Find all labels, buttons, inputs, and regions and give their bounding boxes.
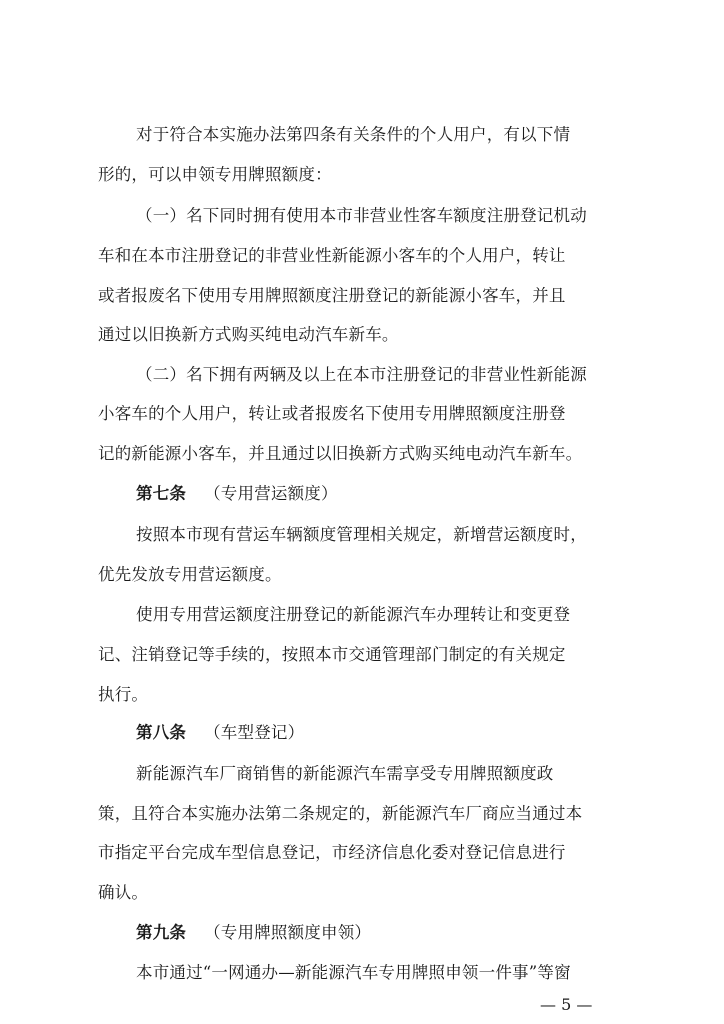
paragraph-line: 执行。 — [98, 685, 149, 704]
paragraph-line: 按照本市现有营运车辆额度管理相关规定，新增营运额度时， — [136, 525, 587, 544]
paragraph-line: 通过以旧换新方式购买纯电动汽车新车。 — [98, 325, 399, 344]
paragraph-line: 或者报废名下使用专用牌照额度注册登记的新能源小客车，并且 — [98, 286, 566, 305]
article-label: 第八条 — [136, 723, 187, 742]
article-label: 第九条 — [136, 923, 187, 942]
paragraph-line: 优先发放专用营运额度。 — [98, 565, 282, 584]
paragraph-line: （二）名下拥有两辆及以上在本市注册登记的非营业性新能源 — [136, 365, 587, 384]
article-title: （专用营运额度） — [204, 484, 338, 503]
paragraph-line: 记的新能源小客车，并且通过以旧换新方式购买纯电动汽车新车。 — [98, 444, 583, 463]
paragraph-line: （一）名下同时拥有使用本市非营业性客车额度注册登记机动 — [136, 206, 587, 225]
paragraph-line: 使用专用营运额度注册登记的新能源汽车办理转让和变更登 — [136, 605, 571, 624]
paragraph-line: 对于符合本实施办法第四条有关条件的个人用户，有以下情 — [136, 125, 571, 144]
paragraph-line: 新能源汽车厂商销售的新能源汽车需享受专用牌照额度政 — [136, 764, 554, 783]
paragraph-line: 确认。 — [98, 883, 149, 902]
page-number: — 5 — — [540, 995, 593, 1014]
article-title: （专用牌照额度申领） — [204, 923, 372, 942]
paragraph-line: 小客车的个人用户，转让或者报废名下使用专用牌照额度注册登 — [98, 404, 566, 423]
paragraph-line: 本市通过“一网通办—新能源汽车专用牌照申领一件事”等窗 — [136, 963, 571, 982]
article-heading-9 — [0, 918, 724, 948]
article-title: （车型登记） — [204, 723, 305, 742]
paragraph-line: 记、注销登记等手续的，按照本市交通管理部门制定的有关规定 — [98, 645, 566, 664]
paragraph-line: 形的，可以申领专用牌照额度： — [98, 165, 332, 184]
article-heading-7 — [0, 479, 724, 509]
paragraph-line: 策，且符合本实施办法第二条规定的，新能源汽车厂商应当通过本 — [98, 804, 583, 823]
paragraph-line: 车和在本市注册登记的非营业性新能源小客车的个人用户，转让 — [98, 246, 566, 265]
article-label: 第七条 — [136, 484, 187, 503]
article-heading-8 — [0, 718, 724, 748]
paragraph-line: 市指定平台完成车型信息登记，市经济信息化委对登记信息进行 — [98, 843, 566, 862]
